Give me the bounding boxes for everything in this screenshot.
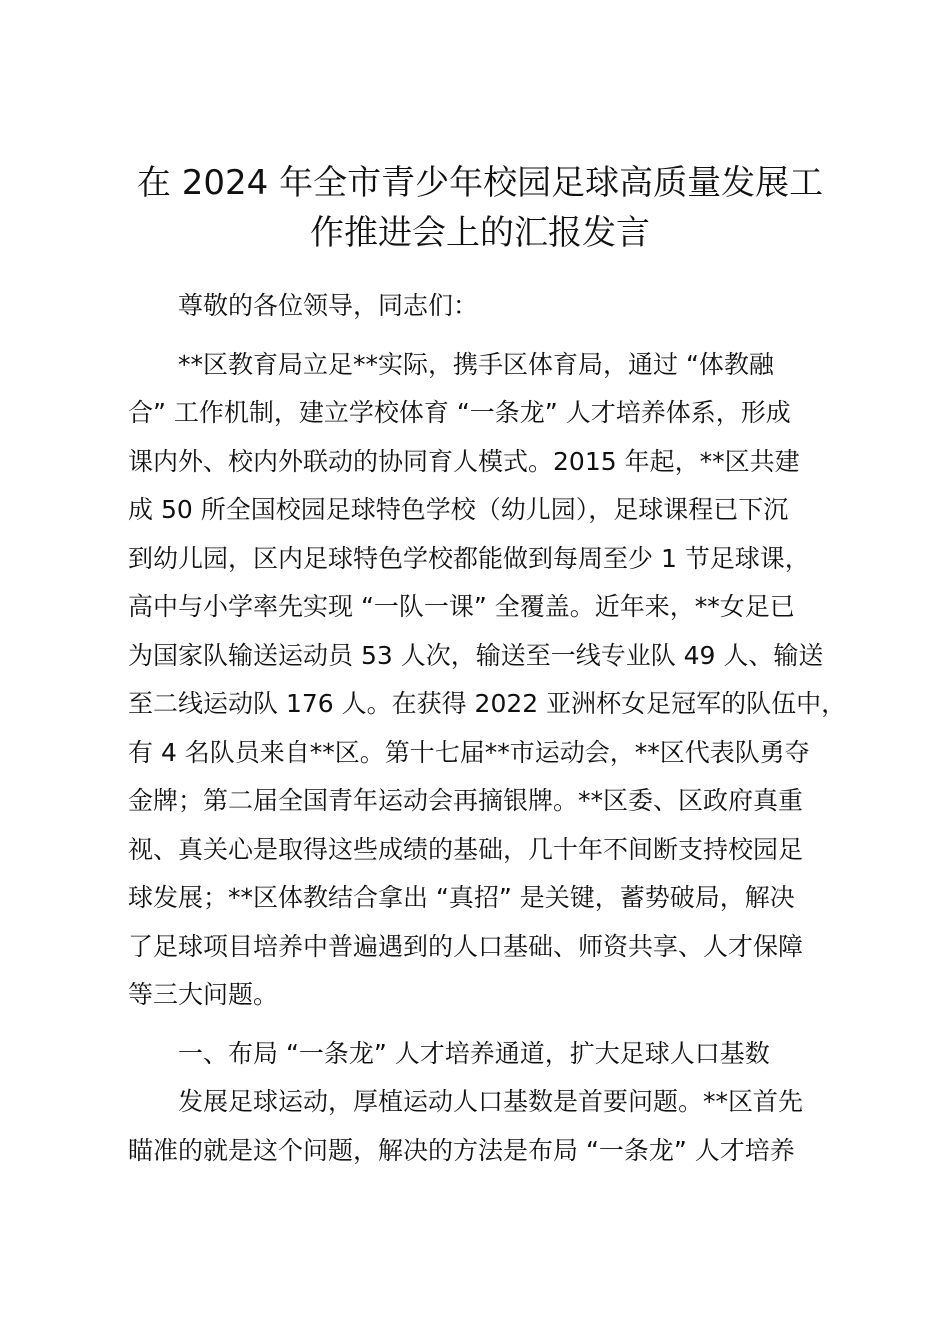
document-body bbox=[128, 282, 848, 1175]
paragraph-1-line: 金牌；第二届全国青年运动会再摘银牌。**区委、区政府真重 bbox=[128, 786, 804, 815]
paragraph-1-line: 成 50 所全国校园足球特色学校（幼儿园），足球课程已下沉 bbox=[128, 495, 789, 524]
paragraph-1-line: 为国家队输送运动员 53 人次，输送至一线专业队 49 人、输送 bbox=[128, 640, 824, 670]
paragraph-1-line: 球发展；**区体教结合拿出 “真招” 是关键，蓄势破局，解决 bbox=[128, 883, 795, 912]
paragraph-1-line: 等三大问题。 bbox=[128, 980, 279, 1009]
paragraph-1-line: 有 4 名队员来自**区。第十七届**市运动会，**区代表队勇夺 bbox=[128, 737, 810, 767]
paragraph-2-line: 瞄准的就是这个问题，解决的方法是布局 “一条龙” 人才培养 bbox=[128, 1135, 795, 1165]
paragraph-1-line: 了足球项目培养中普遍遇到的人口基础、师资共享、人才保障 bbox=[128, 931, 804, 961]
paragraph-1-line: **区教育局立足**实际，携手区体育局，通过 “体教融 bbox=[178, 349, 774, 379]
paragraph-2-line: 发展足球运动，厚植运动人口基数是首要问题。**区首先 bbox=[178, 1087, 804, 1116]
paragraph-1-line: 课内外、校内外联动的协同育人模式。2015 年起，**区共建 bbox=[128, 446, 800, 476]
title-line-1: 在 2024 年全市青少年校园足球高质量发展工 bbox=[136, 163, 824, 203]
document-title bbox=[120, 158, 840, 258]
paragraph-1-line: 高中与小学率先实现 “一队一课” 全覆盖。近年来，**女足已 bbox=[128, 592, 795, 621]
title-line-2: 作推进会上的汇报发言 bbox=[310, 213, 650, 253]
paragraph-1-line: 至二线运动队 176 人。在获得 2022 亚洲杯女足冠军的队伍中， bbox=[128, 689, 847, 718]
paragraph-1-line: 合” 工作机制，建立学校体育 “一条龙” 人才培养体系，形成 bbox=[128, 398, 791, 427]
section-heading-1: 一、布局 “一条龙” 人才培养通道，扩大足球人口基数 bbox=[178, 1038, 770, 1068]
paragraph-1-line: 视、真关心是取得这些成绩的基础，几十年不间断支持校园足 bbox=[128, 834, 804, 864]
paragraph-1-line: 到幼儿园，区内足球特色学校都能做到每周至少 1 节足球课， bbox=[128, 543, 810, 573]
salutation: 尊敬的各位领导，同志们： bbox=[178, 291, 479, 320]
